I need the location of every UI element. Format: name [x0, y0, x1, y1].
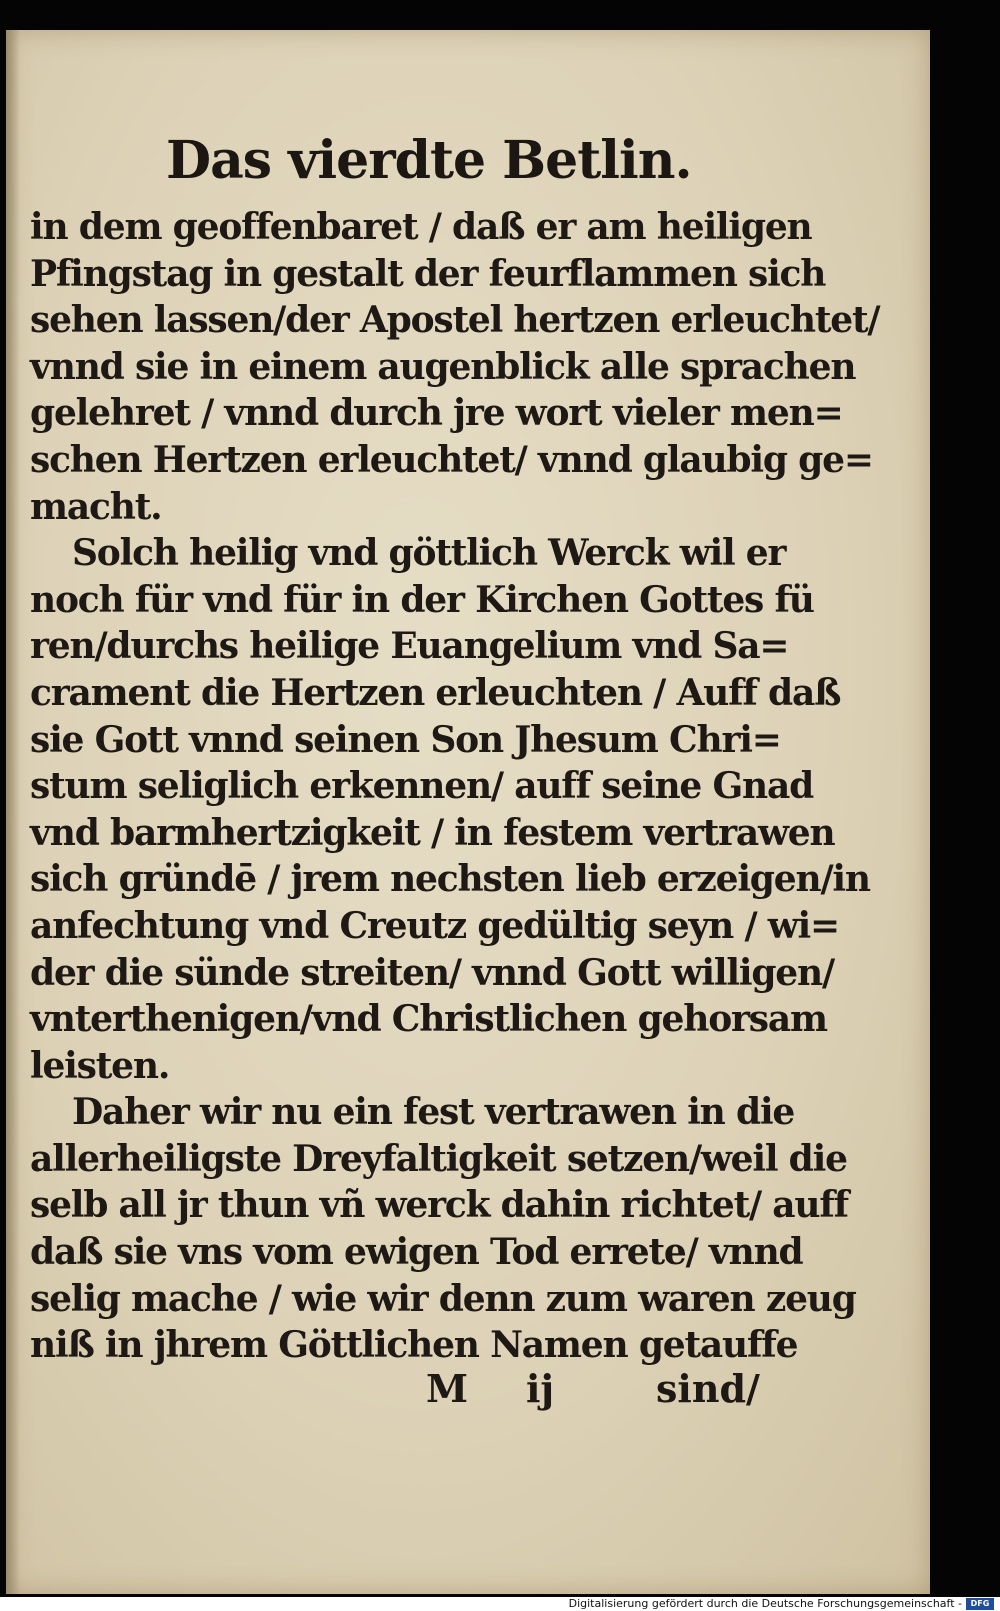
text-line: Solch heilig vnd göttlich Werck wil er — [72, 532, 786, 575]
text-line: ren/durchs heilige Euangelium vnd Sa= — [30, 625, 789, 668]
catchword: sind/ — [656, 1366, 760, 1411]
signature-number: ij — [526, 1366, 555, 1411]
text-line: Daher wir nu ein fest vertrawen in die — [72, 1091, 795, 1134]
body-text — [30, 204, 880, 1369]
signature-mark: M — [426, 1366, 469, 1411]
text-line: gelehret / vnnd durch jre wort vieler men= — [30, 392, 843, 435]
text-line: in dem geoffenbaret / daß er am heiligen — [30, 206, 812, 248]
text-line: vnnd sie in einem augenblick alle sprachen — [30, 345, 856, 388]
text-line: der die sünde streiten/ vnnd Gott willigen/ — [30, 951, 834, 994]
text-line: crament die Hertzen erleuchten / Auff daß — [30, 671, 841, 714]
text-line: stum seliglich erkennen/ auff seine Gnad — [30, 765, 814, 808]
text-line: sehen lassen/der Apostel hertzen erleuchtet/ — [30, 299, 880, 342]
signature-row — [426, 1366, 760, 1418]
text-line: noch für vnd für in der Kirchen Gottes fü — [30, 578, 814, 621]
text-line: daß sie vns vom ewigen Tod errete/ vnnd — [30, 1231, 803, 1274]
footer-credit: Digitalisierung gefördert durch die Deutsche Forschungsgemeinschaft - — [568, 1597, 962, 1610]
running-head: Das vierdte Betlin. — [166, 130, 692, 191]
text-line: macht. — [30, 485, 162, 528]
text-line: sich gründē / jrem nechsten lieb erzeigen/in — [30, 858, 870, 901]
text-line: vnterthenigen/vnd Christlichen gehorsam — [30, 998, 827, 1041]
footer-bar — [0, 1597, 1000, 1611]
text-line: leisten. — [30, 1044, 170, 1087]
text-line: niß in jhrem Göttlichen Namen getauffe — [30, 1324, 798, 1367]
text-line: vnd barmhertzigkeit / in festem vertrawen — [30, 811, 835, 854]
text-line: schen Hertzen erleuchtet/ vnnd glaubig ge= — [30, 438, 873, 481]
text-line: Pfingstag in gestalt der feurflammen sich — [30, 252, 826, 295]
text-line: selig mache / wie wir denn zum waren zeug — [30, 1277, 856, 1320]
dfg-logo-icon: DFG — [966, 1598, 994, 1610]
page-gutter-shadow — [6, 30, 20, 1594]
text-line: allerheiligste Dreyfaltigkeit setzen/weil die — [30, 1137, 847, 1180]
text-line: anfechtung vnd Creutz gedültig seyn / wi= — [30, 904, 839, 947]
text-line: sie Gott vnnd seinen Son Jhesum Chri= — [30, 718, 781, 761]
text-line: selb all jr thun vñ werck dahin richtet/ auff — [30, 1184, 848, 1227]
scanned-page — [6, 30, 930, 1594]
